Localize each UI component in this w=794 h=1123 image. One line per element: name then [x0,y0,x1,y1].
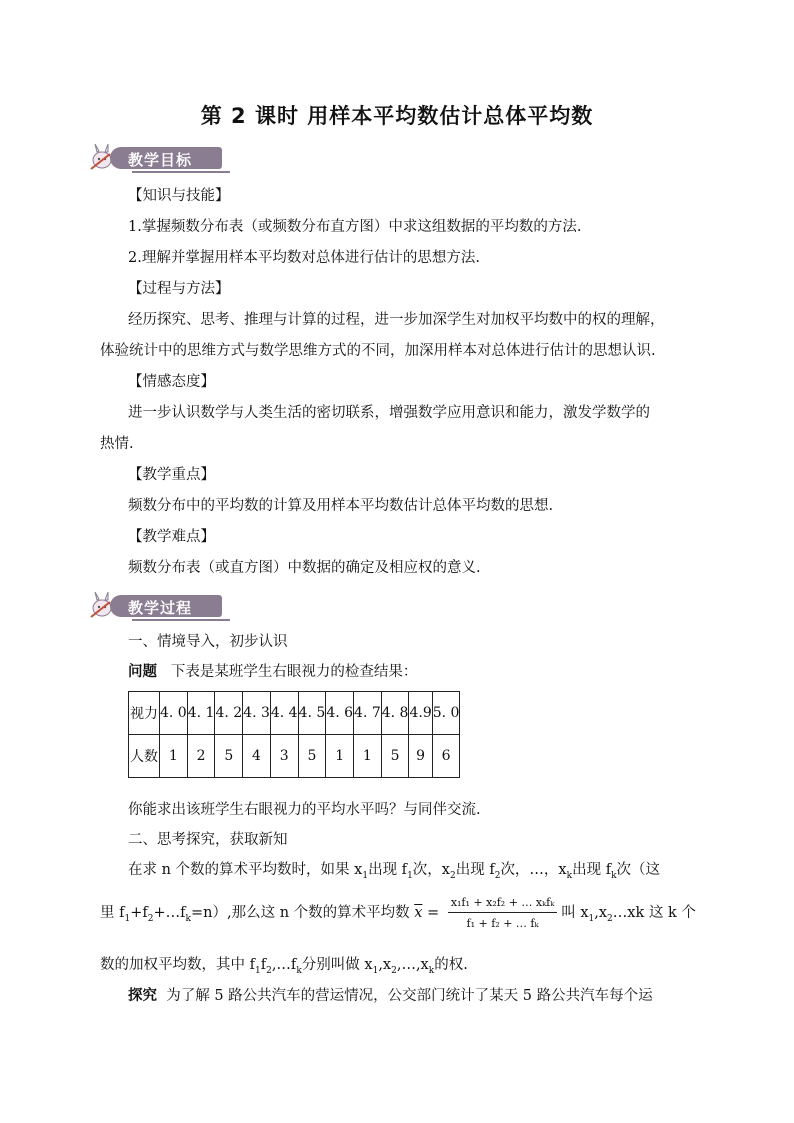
weighted-para-line1: 在求 n 个数的算术平均数时，如果 $x_1$出现 $f_1$次，$x_2$出现 $f_2$次，…，$x_k$出现 $f_k$次（这 [128,862,661,881]
table-cell: 4. 2 [215,692,243,735]
table-cell: 4. 8 [381,692,409,735]
section-banner-process [88,590,228,620]
section-label: 教学目标 [128,151,193,169]
weighted-para-line3: 数的加权平均数，其中 $f_1f_2,\dots f_k$分别叫做 $x_1,x_2,\dots,x_k$的权. [100,957,468,976]
knowledge-item-1: 1.掌握频数分布表（或频数分布直方图）中求这组数据的平均数的方法. [128,219,582,235]
knowledge-item-2: 2.理解并掌握用样本平均数对总体进行估计的思想方法. [128,250,480,266]
table-cell: 5 [381,735,409,778]
part1-heading: 一、情境导入，初步认识 [128,634,288,650]
emotion-text-line2: 热情. [100,436,134,452]
table-header-vision: 视力 [129,692,160,735]
key-heading: 【教学重点】 [128,467,215,483]
difficult-text: 频数分布表（或直方图）中数据的确定及相应权的意义. [128,560,481,576]
table-cell: 5. 0 [432,692,460,735]
table-cell: 4 [243,735,271,778]
explore-line [128,986,706,1006]
key-text: 频数分布中的平均数的计算及用样本平均数估计总体平均数的思想. [128,498,554,514]
table-row-vision [129,692,460,735]
process-text-line2: 体验统计中的思维方式与数学思维方式的不同，加深用样本对总体进行估计的思想认识. [100,343,656,359]
question-label: 问题 [128,663,157,680]
process-text-line1: 经历探究、思考、推理与计算的过程，进一步加深学生对加权平均数中的权的理解， [128,312,665,328]
table-cell: 5 [298,735,326,778]
part2-heading: 二、思考探究，获取新知 [128,832,288,848]
section-label: 教学过程 [128,599,193,617]
weighted-mean-formula: $\frac{\text{x₁f₁ + x₂f₂ + … xₖfₖ}}{\text{f₁ + f₂ + … fₖ}}$ [448,896,557,931]
section-banner-objectives [88,142,228,172]
table-cell: 4. 6 [326,692,354,735]
difficult-heading: 【教学难点】 [128,529,215,545]
table-header-count: 人数 [129,735,160,778]
table-cell: 4. 3 [243,692,271,735]
table-cell: 4. 4 [270,692,298,735]
table-cell: 4.9 [409,692,432,735]
table-cell: 1 [354,735,382,778]
emotion-text-line1: 进一步认识数学与人类生活的密切联系，增强数学应用意识和能力，激发学数学的 [128,405,650,421]
table-cell: 4. 5 [298,692,326,735]
table-cell: 1 [326,735,354,778]
emotion-heading: 【情感态度】 [128,374,215,390]
knowledge-heading: 【知识与技能】 [128,188,230,204]
table-cell: 2 [187,735,215,778]
table-cell: 9 [409,735,432,778]
question-line [128,662,706,682]
table-cell: 1 [160,735,188,778]
table-cell: 4. 7 [354,692,382,735]
table-cell: 4. 0 [160,692,188,735]
explore-text: 为了解 5 路公共汽车的营运情况，公交部门统计了某天 5 路公共汽车每个运 [166,988,653,1004]
table-row-count [129,735,460,778]
after-table-text: 你能求出该班学生右眼视力的平均水平吗？与同伴交流. [128,802,481,818]
table-cell: 5 [215,735,243,778]
table-cell: 4. 1 [187,692,215,735]
question-text: 下表是某班学生右眼视力的检查结果： [170,664,418,680]
page-title: 第 2 课时 用样本平均数估计总体平均数 [200,104,594,128]
mean-symbol: $\overline{x}$ [414,905,423,921]
explore-label: 探究 [128,987,157,1004]
process-heading: 【过程与方法】 [128,281,230,297]
weighted-para-line2: 里 $f_1+f_2+\dots f_k=n$）,那么这 n 个数的算术平均数 $\overline{x}$ = $\frac{\text{x₁f₁ + x₂f₂ + … xₖfₖ}}{\text{f₁ + f₂ + … fₖ}}$ 叫 $x_1,x_2\dots xk$ 这 k 个 [100,895,696,930]
table-cell: 3 [270,735,298,778]
vision-table [128,691,460,778]
table-cell: 6 [432,735,460,778]
